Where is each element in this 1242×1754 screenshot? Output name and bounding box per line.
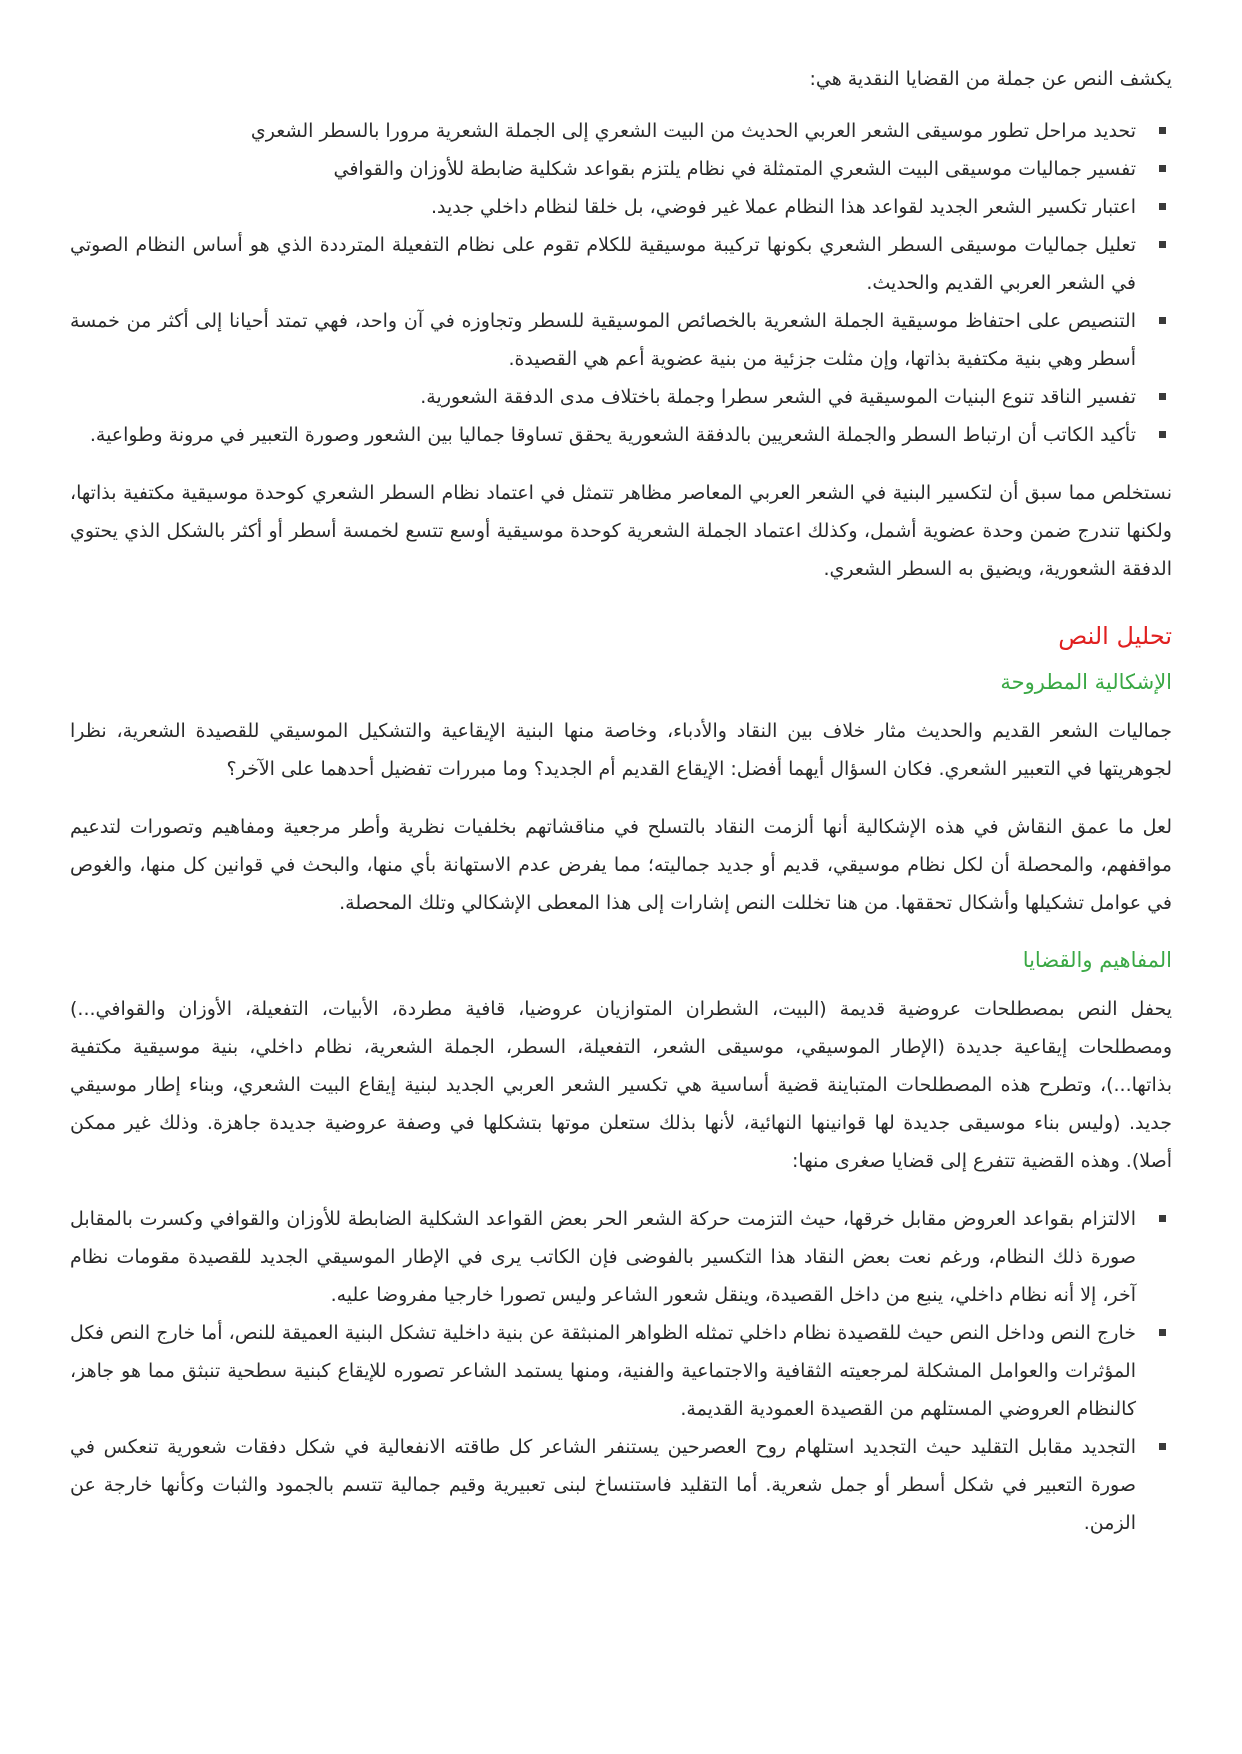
- conclusion-paragraph: نستخلص مما سبق أن لتكسير البنية في الشعر العربي المعاصر مظاهر تتمثل في اعتماد نظام السطر الشعري كوحدة موسيقية مكتفية بذاتها، ولكنها تندرج ضمن وحدة عضوية أشمل، وكذلك اعتماد الجملة الشعرية كوحدة موسيقية أوسع تتسع لخمسة أسطر أو أكثر بالشكل الذي يحتوي الدفقة الشعورية، ويضيق به السطر الشعري.: [70, 482, 1172, 580]
- list-item: تفسير جماليات موسيقى البيت الشعري المتمثلة في نظام يلتزم بقواعد شكلية ضابطة للأوزان والقوافي: [70, 150, 1136, 188]
- list-item: التجديد مقابل التقليد حيث التجديد استلهام روح العصرحين يستنفر الشاعر كل طاقته الانفعالية في شكل دفقات شعورية تنعكس في صورة التعبير في شكل أسطر أو جمل شعرية. أما التقليد فاستنساخ لبنى تعبيرية وقيم جمالية تتسم بالجمود والثبات وكأنها خارجة عن الزمن.: [70, 1428, 1136, 1542]
- issues-list: [70, 112, 1172, 454]
- document-page: [70, 60, 1172, 1562]
- square-bullet-icon: [1159, 165, 1166, 172]
- sub-issues-list: [70, 1200, 1172, 1542]
- square-bullet-icon: [1159, 1329, 1166, 1336]
- square-bullet-icon: [1159, 1443, 1166, 1450]
- concepts-paragraph: يحفل النص بمصطلحات عروضية قديمة (البيت، الشطران المتوازيان عروضيا، قافية مطردة، الأبيات، التفعيلة، الأوزان والقوافي...) ومصطلحات إيقاعية جديدة (الإطار الموسيقي، موسيقى الشعر، التفعيلة، السطر، الجملة الشعرية، نظام داخلي، بنية موسيقية مكتفية بذاتها...)، وتطرح هذه المصطلحات المتباينة قضية أساسية هي تكسير الشعر العربي الجديد لبنية إيقاع البيت الشعري، وبناء إطار موسيقي جديد. (وليس بناء موسيقى جديدة لها قوانينها النهائية، لأنها بذلك ستعلن موتها بتشكلها في وصفة عروضية جديدة جاهزة. وذلك غير ممكن أصلا). وهذه القضية تتفرع إلى قضايا صغرى منها:: [70, 998, 1172, 1172]
- problem-paragraph-1: جماليات الشعر القديم والحديث مثار خلاف بين النقاد والأدباء، وخاصة منها البنية الإيقاعية والتشكيل الموسيقي للقصيدة الشعرية، نظرا لجوهريتها في التعبير الشعري. فكان السؤال أيهما أفضل: الإيقاع القديم أم الجديد؟ وما مبررات تفضيل أحدهما على الآخر؟: [70, 720, 1172, 780]
- square-bullet-icon: [1159, 203, 1166, 210]
- intro-text: يكشف النص عن جملة من القضايا النقدية هي:: [809, 68, 1172, 90]
- list-item: تأكيد الكاتب أن ارتباط السطر والجملة الشعريين بالدفقة الشعورية يحقق تساوقا جماليا بين الشعور وصورة التعبير في مرونة وطواعية.: [70, 416, 1136, 454]
- square-bullet-icon: [1159, 1215, 1166, 1222]
- square-bullet-icon: [1159, 317, 1166, 324]
- square-bullet-icon: [1159, 393, 1166, 400]
- list-item: تعليل جماليات موسيقى السطر الشعري بكونها تركيبة موسيقية للكلام تقوم على نظام التفعيلة المترددة الذي هو أساس النظام الصوتي في الشعر العربي القديم والحديث.: [70, 226, 1136, 302]
- list-item: خارج النص وداخل النص حيث للقصيدة نظام داخلي تمثله الظواهر المنبثقة عن بنية داخلية تشكل البنية العميقة للنص، أما خارج النص فكل المؤثرات والعوامل المشكلة لمرجعيته الثقافية والاجتماعية والفنية، ومنها يستمد الشاعر تصوره للإيقاع كبنية سطحية تنبثق مما هو جاهز، كالنظام العروضي المستلهم من القصيدة العمودية القديمة.: [70, 1314, 1136, 1428]
- problem-heading: الإشكالية المطروحة: [1000, 670, 1172, 694]
- concepts-heading: المفاهيم والقضايا: [1022, 948, 1172, 972]
- square-bullet-icon: [1159, 241, 1166, 248]
- analysis-heading: تحليل النص: [1058, 622, 1172, 650]
- list-item: الالتزام بقواعد العروض مقابل خرقها، حيث التزمت حركة الشعر الحر بعض القواعد الشكلية الضابطة للأوزان والقوافي وكسرت بالمقابل صورة ذلك النظام، ورغم نعت بعض النقاد هذا التكسير بالفوضى فإن الكاتب يرى في الإطار الموسيقي الجديد للقصيدة مقومات نظام آخر، إلا أنه نظام داخلي، ينبع من داخل القصيدة، وينقل شعور الشاعر وليس تصورا خارجيا مفروضا عليه.: [70, 1200, 1136, 1314]
- list-item: اعتبار تكسير الشعر الجديد لقواعد هذا النظام عملا غير فوضي، بل خلقا لنظام داخلي جديد.: [70, 188, 1136, 226]
- list-item: تحديد مراحل تطور موسيقى الشعر العربي الحديث من البيت الشعري إلى الجملة الشعرية مرورا بالسطر الشعري: [70, 112, 1136, 150]
- square-bullet-icon: [1159, 127, 1166, 134]
- list-item: التنصيص على احتفاظ موسيقية الجملة الشعرية بالخصائص الموسيقية للسطر وتجاوزه في آن واحد، فهي تمتد أحيانا إلى أكثر من خمسة أسطر وهي بنية مكتفية بذاتها، وإن مثلت جزئية من بنية عضوية أعم هي القصيدة.: [70, 302, 1136, 378]
- problem-paragraph-2: لعل ما عمق النقاش في هذه الإشكالية أنها ألزمت النقاد بالتسلح في مناقشاتهم بخلفيات نظرية وأطر مرجعية ومفاهيم وتصورات لتدعيم مواقفهم، والمحصلة أن لكل نظام موسيقي، قديم أو جديد جماليته؛ مما يفرض عدم الاستهانة بأي منها، والبحث في قوانين كل منها، والغوص في عوامل تشكيلها وأشكال تحققها. من هنا تخللت النص إشارات إلى هذا المعطى الإشكالي وتلك المحصلة.: [70, 816, 1172, 914]
- list-item: تفسير الناقد تنوع البنيات الموسيقية في الشعر سطرا وجملة باختلاف مدى الدفقة الشعورية.: [70, 378, 1136, 416]
- square-bullet-icon: [1159, 431, 1166, 438]
